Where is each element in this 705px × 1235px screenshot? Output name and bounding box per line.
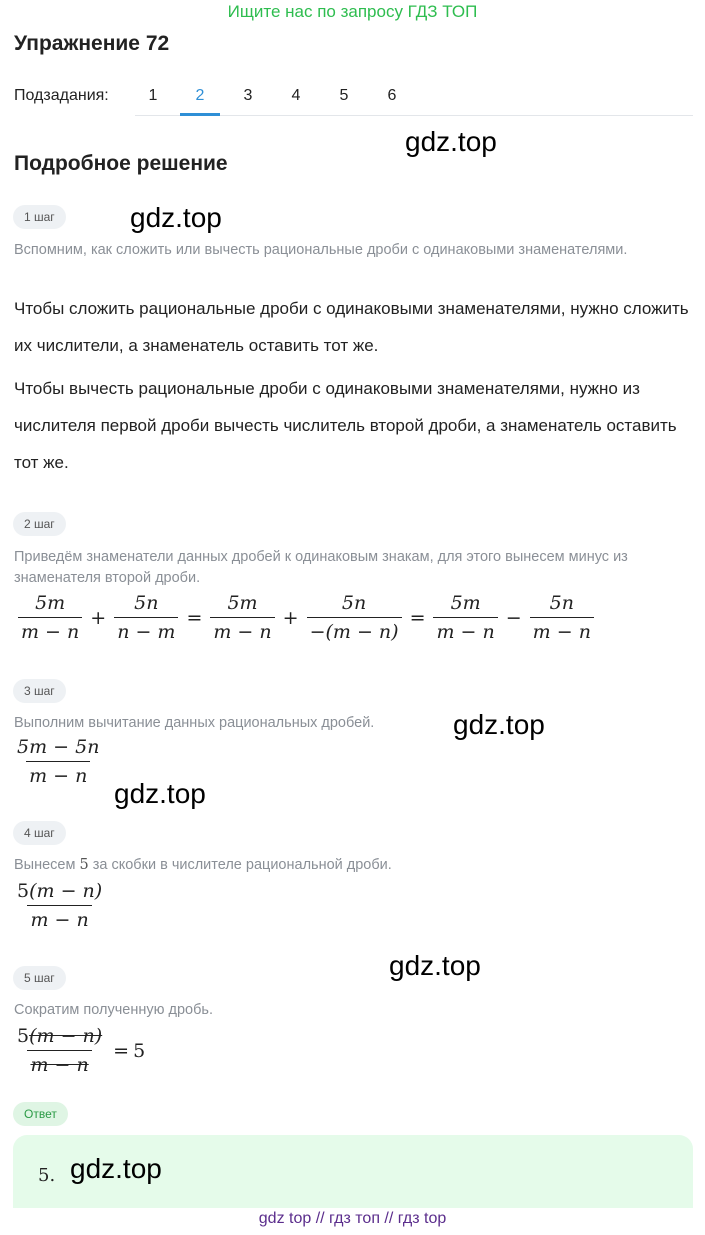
hint-math-value: 5 <box>79 857 89 873</box>
denominator: −(m − n) <box>307 617 402 643</box>
equation <box>14 1025 145 1076</box>
result-value: 5 <box>133 1039 146 1062</box>
denominator: m − n <box>26 761 90 787</box>
step-label: 1 шаг <box>13 205 66 229</box>
denominator: m − n <box>210 617 274 643</box>
hint-text: за скобки в числителе рациональной дроби. <box>92 857 392 873</box>
denominator: m − n <box>27 905 91 931</box>
fraction <box>433 592 497 643</box>
equals-sign: = <box>409 606 426 629</box>
tab-subtask-6[interactable]: 6 <box>387 87 397 104</box>
step-hint: Вспомним, как сложить или вычесть рациональные дроби с одинаковыми знаменателями. <box>14 242 628 258</box>
active-tab-indicator <box>180 113 220 116</box>
step-hint: Сократим полученную дробь. <box>14 1002 213 1018</box>
watermark: gdz.top <box>130 202 222 233</box>
rule-paragraph: Чтобы сложить рациональные дроби с одинаковыми знаменателями, нужно сложить их числители, а знаменатель оставить тот же. <box>14 299 689 355</box>
step-hint: Выполним вычитание данных рациональных дробей. <box>14 715 375 731</box>
operator: + <box>90 606 107 629</box>
equals-sign: = <box>113 1039 130 1062</box>
answer-value: 5. <box>38 1165 56 1186</box>
tab-subtask-5[interactable]: 5 <box>339 87 349 104</box>
exercise-title: Упражнение 72 <box>14 32 170 55</box>
step-label: 3 шаг <box>13 679 66 703</box>
rule-paragraph: Чтобы вычесть рациональные дроби с одинаковыми знаменателями, нужно из числителя первой дроби вычесть числитель второй дроби, а знаменатель оставить тот же. <box>14 379 677 472</box>
tab-subtask-3[interactable]: 3 <box>243 87 253 104</box>
step-hint <box>14 855 699 876</box>
fraction <box>210 592 274 643</box>
watermark: gdz.top <box>389 950 481 981</box>
answer-label: Ответ <box>13 1102 68 1126</box>
numerator: 5(m − n) <box>17 1025 103 1047</box>
tab-subtask-4[interactable]: 4 <box>291 87 301 104</box>
denominator: m − n <box>433 617 497 643</box>
denominator: m − n <box>530 617 594 643</box>
denominator: n − m <box>114 617 178 643</box>
tab-subtask-1[interactable]: 1 <box>148 87 158 104</box>
numerator: 5n <box>549 592 574 614</box>
numerator: 5m <box>35 592 66 614</box>
equation <box>14 592 598 643</box>
solution-heading: Подробное решение <box>14 152 228 175</box>
hint-text: Вынесем <box>14 857 76 873</box>
denominator: m − n <box>18 617 82 643</box>
fraction <box>530 592 594 643</box>
fraction <box>114 592 178 643</box>
watermark: gdz.top <box>453 709 545 740</box>
numerator: 5m <box>227 592 258 614</box>
numerator: 5n <box>341 592 367 614</box>
fraction <box>14 880 105 931</box>
numerator: 5m <box>450 592 481 614</box>
fraction <box>14 1025 105 1076</box>
search-banner: Ищите нас по запросу ГДЗ ТОП <box>227 2 478 21</box>
tab-subtask-2[interactable]: 2 <box>195 87 205 104</box>
equals-sign: = <box>186 606 203 629</box>
step-label: 4 шаг <box>13 821 66 845</box>
fraction <box>307 592 402 643</box>
watermark: gdz.top <box>114 778 206 809</box>
watermark: gdz.top <box>405 126 497 157</box>
footer-links: gdz top // гдз топ // гдз top <box>258 1210 447 1227</box>
numerator: 5(m − n) <box>17 880 103 902</box>
numerator: 5n <box>134 592 159 614</box>
denominator: m − n <box>27 1050 91 1076</box>
step-label: 2 шаг <box>13 512 66 536</box>
operator: + <box>282 606 299 629</box>
numerator: 5m − 5n <box>17 736 100 758</box>
fraction <box>14 736 102 787</box>
operator: − <box>505 606 522 629</box>
fraction <box>18 592 82 643</box>
equation <box>14 880 109 931</box>
subtasks-label: Подзадания: <box>14 87 109 104</box>
step-label: 5 шаг <box>13 966 66 990</box>
equation <box>14 736 106 787</box>
watermark: gdz.top <box>70 1153 162 1184</box>
step-hint: Приведём знаменатели данных дробей к одинаковым знакам, для этого вынесем минус из знаменателя второй дроби. <box>14 549 628 586</box>
